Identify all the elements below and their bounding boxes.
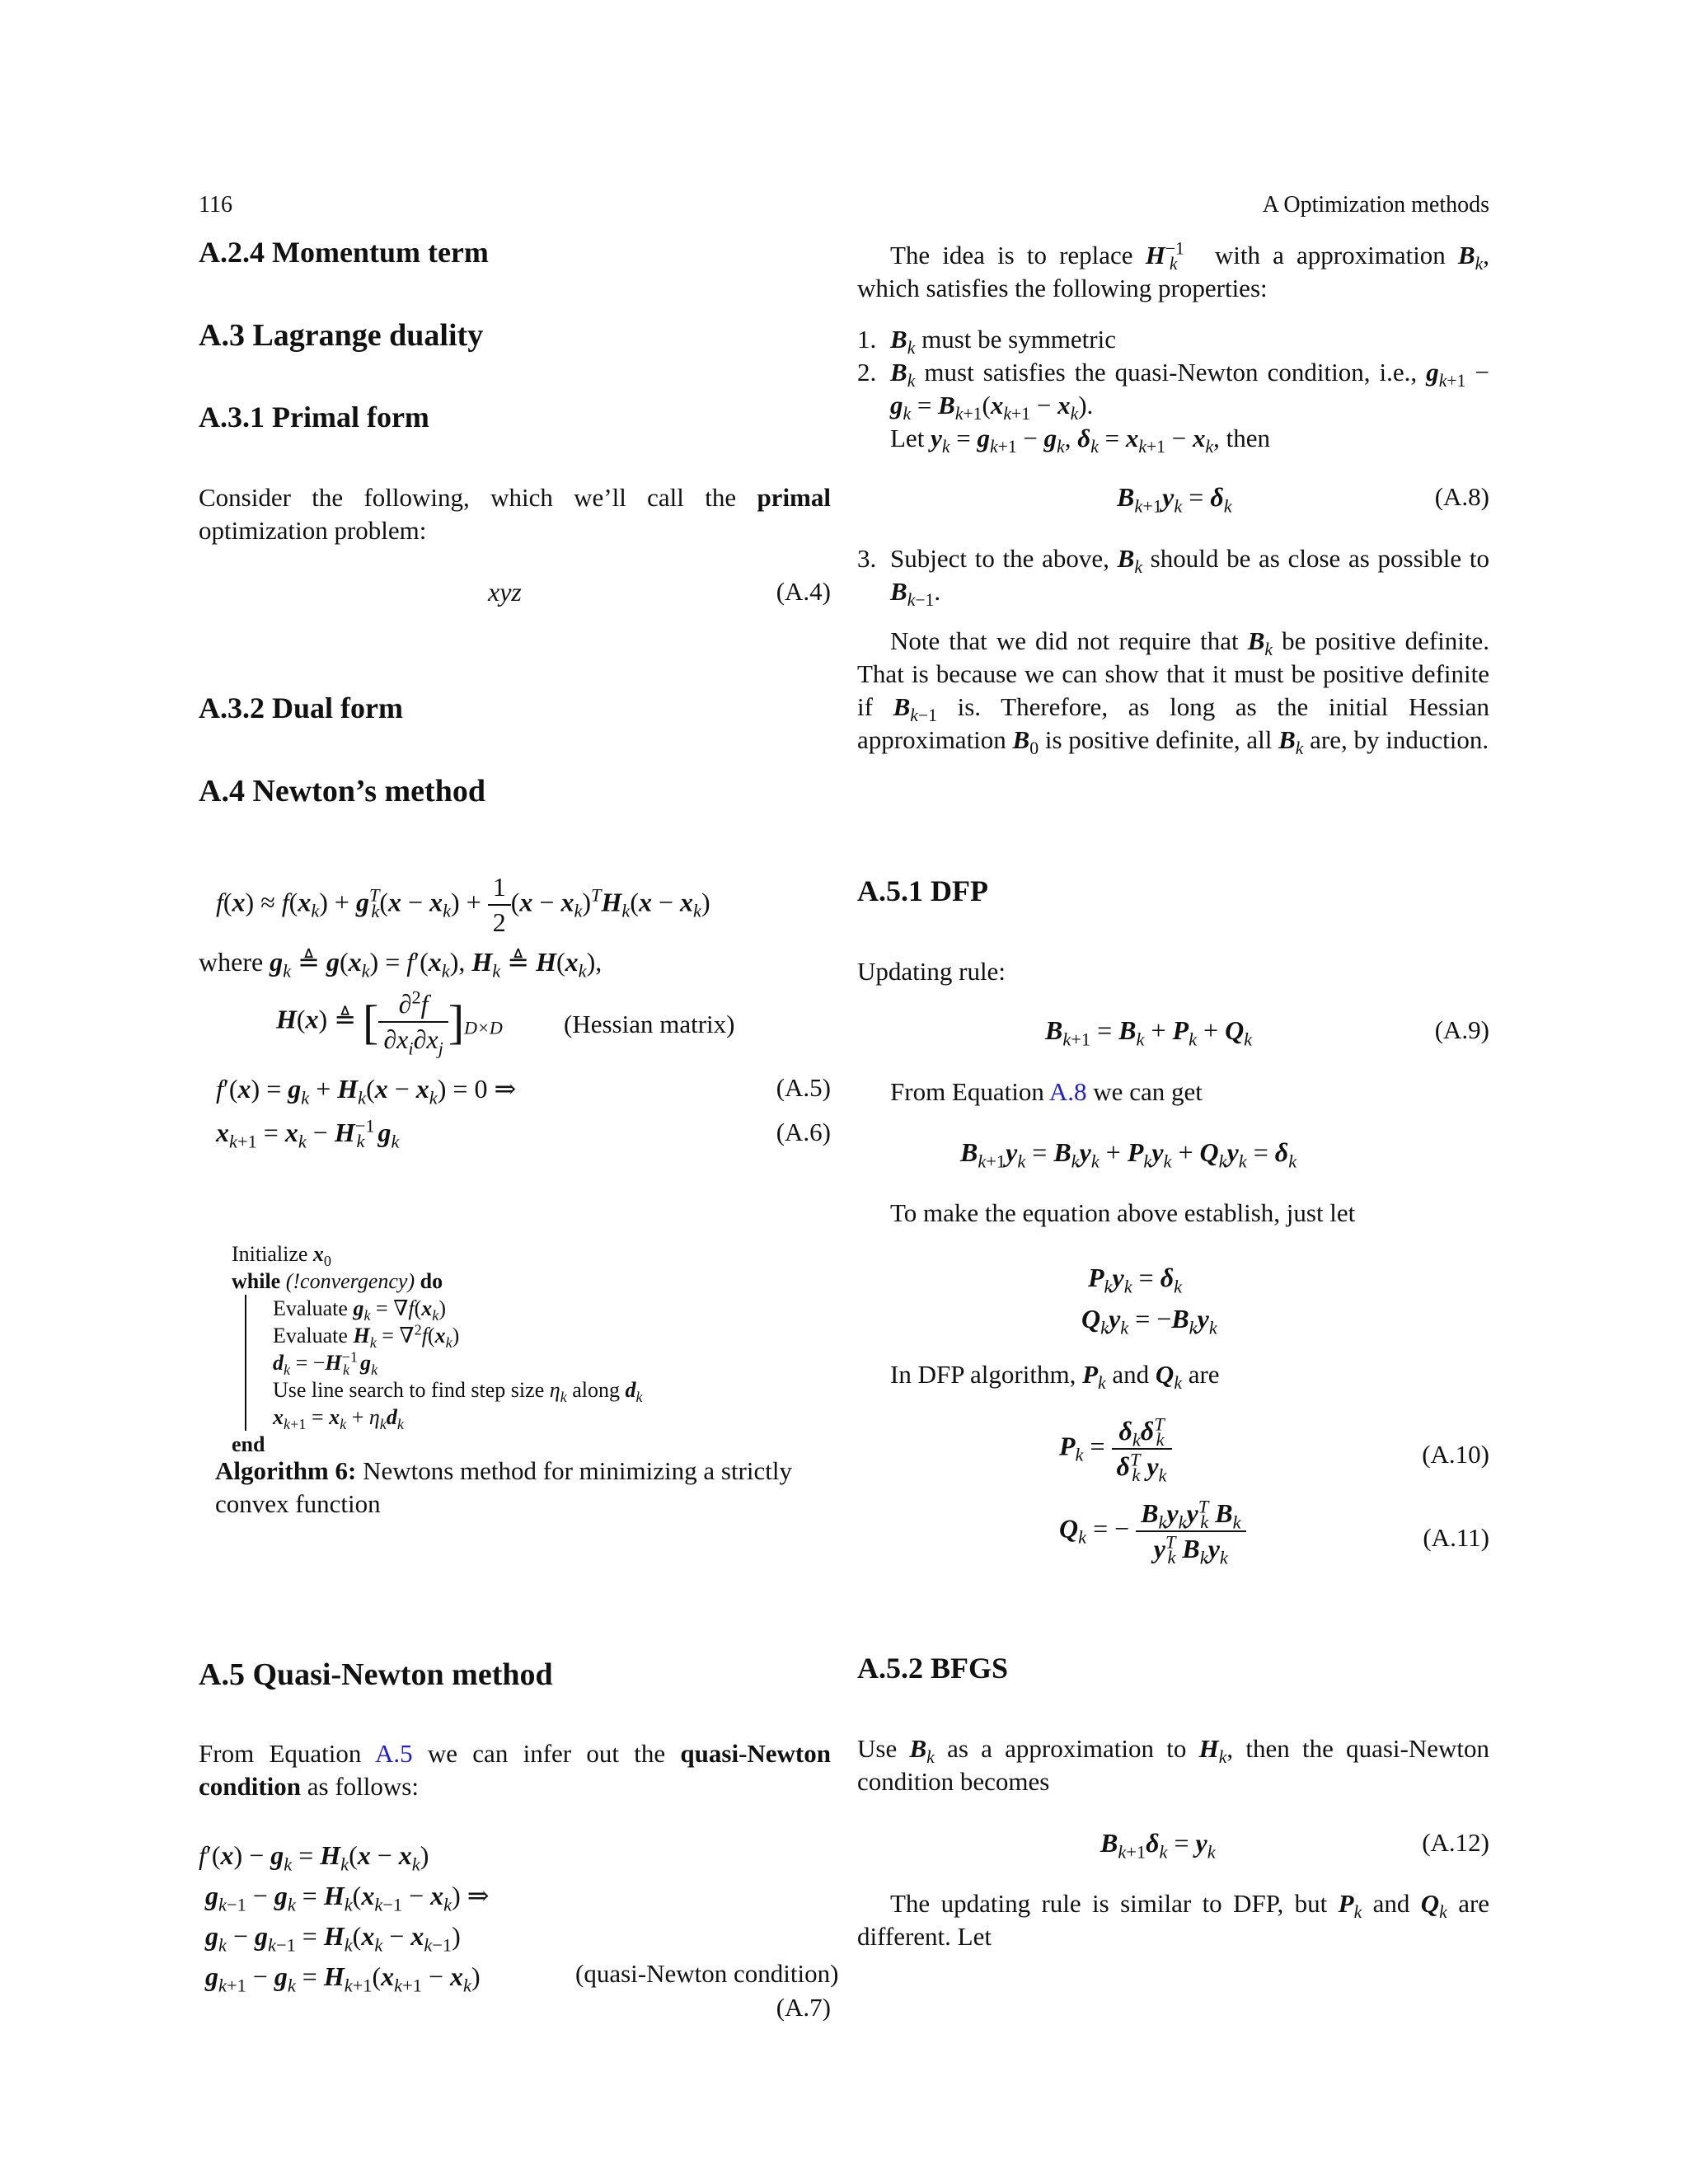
equation-number-a5: (A.5)	[776, 1073, 831, 1102]
equation-number-a8: (A.8)	[1434, 482, 1489, 511]
properties-list	[857, 323, 1489, 455]
properties-list-item-3	[857, 542, 1489, 611]
equation-a11: $Q_k$ = − $\frac{B_ky_ky^T_k B_k}{y^T_k B_ky_k}$	[1059, 1498, 1246, 1564]
equation-a10: $P_k$ = $\frac{\delta_k\delta^T_k}{\delta^T_k y_k}$	[1059, 1416, 1172, 1482]
bfgs-update-paragraph: The updating rule is similar to DFP, but $P_k$ and $Q_k$ are different. Let	[857, 1889, 1490, 1951]
algorithm-caption: Algorithm 6: Newtons method for minimizing a strictly convex function	[215, 1456, 792, 1518]
equation-a8: $B_{k+1}y_k = \delta_k$	[1117, 482, 1232, 517]
equation-a12: $B_{k+1}\delta_k = y_k$	[1100, 1828, 1216, 1863]
eq-a7-line-2: $g_{k-1} - g_k = H_k(x_{k-1} - x_k)$ ⇒	[205, 1881, 490, 1915]
equation-a7-block	[199, 1835, 490, 1997]
hessian-definition: H(x) ≜ [ $\frac{\partial^2f}{\partial x_i\partial x_j}$ ]$_{D\times D}$	[276, 987, 503, 1059]
algo-line-eval-h: Evaluate $H_k = \nabla^2f(x_k)$	[273, 1321, 460, 1352]
equation-a4: xyz	[488, 577, 522, 607]
section-heading-a24: A.2.4 Momentum term	[199, 236, 489, 269]
quasi-newton-condition-label: (quasi-Newton condition)	[575, 1959, 839, 1988]
equation-number-a10: (A.10)	[1422, 1440, 1489, 1469]
idea-paragraph: The idea is to replace $H^{-1}_k$ with a approximation $B_k$, which satisfies the following properties:	[857, 238, 1490, 302]
taylor-equation: $f(x) \approx f(x_k) + g^T_k(x - x_k)$ + $\frac{1}{2}$ $(x - x_k)^TH_k(x - x_k)$	[216, 872, 710, 937]
algo-line-while: while (!convergency) do	[232, 1269, 443, 1293]
equation-number-a9: (A.9)	[1434, 1015, 1489, 1044]
equation-link-a5[interactable]: A.5	[374, 1739, 413, 1768]
eq-a7-line-4: $g_{k+1} - g_k = H_{k+1}(x_{k+1} - x_k)$	[205, 1961, 481, 1996]
algorithm-6	[232, 1240, 643, 1458]
dfp-text: In DFP algorithm, $P_k$ and $Q_k$ are	[890, 1360, 1220, 1394]
equation-number-a4: (A.4)	[776, 577, 831, 606]
equation-a9: $B_{k+1} = B_k + P_k + Q_k$	[1045, 1015, 1253, 1050]
to-make-text: To make the equation above establish, just let	[890, 1198, 1356, 1227]
algo-loop-body	[245, 1295, 643, 1431]
q-condition: $Q_ky_k = -B_ky_k$	[1081, 1304, 1217, 1338]
p-condition: $P_ky_k = \delta_k$	[1088, 1263, 1183, 1297]
equation-number-a7: (A.7)	[776, 1993, 831, 2022]
equation-link-a8[interactable]: A.8	[1048, 1077, 1087, 1106]
section-heading-a51: A.5.1 DFP	[857, 874, 988, 907]
pq-conditions	[1081, 1257, 1217, 1339]
primal-paragraph: Consider the following, which we’ll call the primal optimization problem:	[199, 483, 831, 545]
updating-rule-label: Updating rule:	[857, 957, 1006, 986]
algo-line-search: Use line search to find step size $\eta_k$ along $d_k$	[273, 1378, 643, 1406]
list-item: 1. $B_k$ must be symmetric	[857, 325, 1116, 359]
algo-line-direction: $d_k = -H^{-1}_k$ $g_k$	[273, 1348, 378, 1379]
equation-number-a11: (A.11)	[1423, 1523, 1489, 1552]
algo-line-update: $x_{k+1} = x_k + \eta_kd_k$	[273, 1405, 404, 1433]
equation-a5: $f'(x) = g_k + H_k(x - x_k) = 0$ ⇒	[216, 1074, 517, 1108]
section-heading-a52: A.5.2 BFGS	[857, 1652, 1009, 1685]
quasi-newton-paragraph: From Equation A.5 we can infer out the quasi-Newton condition as follows:	[199, 1739, 832, 1801]
section-heading-a3: A.3 Lagrange duality	[199, 318, 484, 353]
section-heading-a5: A.5 Quasi-Newton method	[199, 1657, 553, 1692]
algo-line-init: Initialize $x_0$	[232, 1242, 331, 1270]
where-definitions: where $g_k$ ≜ $g(x_k) = f'(x_k)$, $H_k$ ≜ $H(x_k)$,	[199, 947, 603, 982]
note-paragraph: Note that we did not require that $B_k$ be positive definite. That is because we can show that it must be positive definite if $B_{k-1}$ is. Therefore, as long as the initial Hessian approximation $B_0$ is positive definite, all $B_k$ are, by induction.	[857, 626, 1489, 759]
running-title: A Optimization methods	[1262, 192, 1489, 218]
eq-a7-line-3: $g_k - g_{k-1} = H_k(x_k - x_{k-1})$	[205, 1921, 461, 1956]
from-equation-a8-text: From Equation A.8 we can get	[890, 1077, 1203, 1106]
section-heading-a31: A.3.1 Primal form	[199, 401, 429, 434]
equation-a6: $x_{k+1} = x_k - H^{-1}_k$ $g_k$	[216, 1115, 400, 1152]
section-heading-a32: A.3.2 Dual form	[199, 691, 403, 724]
algo-line-eval-g: Evaluate $g_k = \nabla f(x_k)$	[273, 1296, 447, 1324]
hessian-label: (Hessian matrix)	[564, 1010, 735, 1038]
bfgs-paragraph: Use $B_k$ as a approximation to $H_k$, then the quasi-Newton condition becomes	[857, 1734, 1490, 1796]
section-heading-a4: A.4 Newton’s method	[199, 774, 485, 808]
algo-line-end: end	[232, 1432, 265, 1456]
equation-number-a6: (A.6)	[776, 1118, 831, 1146]
eq-a7-line-1: $f'(x) - g_k = H_k(x - x_k)$	[199, 1840, 429, 1875]
page-number: 116	[199, 192, 232, 218]
equation-number-a12: (A.12)	[1422, 1828, 1489, 1857]
list-item: 3. Subject to the above, $B_k$ should be as close as possible to $B_{k-1}$.	[857, 544, 1489, 611]
list-item: 2. $B_k$ must satisfies the quasi-Newton condition, i.e., $g_{k+1} - g_k = B_{k+1}(x_{k+1} - x_k)$. Let $y_k = g_{k+1} - g_k$, $\delta_k = x_{k+1} - x_k$, then	[857, 358, 1490, 457]
expanded-equation: $B_{k+1}y_k = B_ky_k + P_ky_k + Q_ky_k = \delta_k$	[960, 1137, 1297, 1172]
